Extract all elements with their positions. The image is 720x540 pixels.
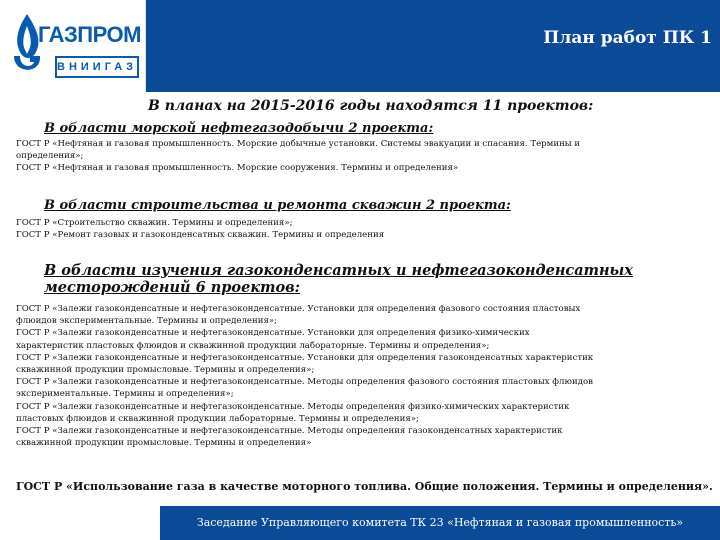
closing-line: ГОСТ Р «Использование газа в качестве моторного топлива. Общие положения. Термины и определения». [16,480,713,493]
section-title: В области строительства и ремонта скважин 2 проекта: [44,198,511,213]
header-bar [0,0,720,92]
list-item: флюидов экспериментальные. Термины и определения»; [16,316,278,327]
slide-title: План работ ПК 1 [543,28,712,48]
list-item: ГОСТ Р «Залежи газоконденсатные и нефтегазоконденсатные. Методы определения физико-химических характеристик [16,401,570,412]
list-item: ГОСТ Р «Залежи газоконденсатные и нефтегазоконденсатные. Методы определения газоконденсатных характеристик [16,426,563,437]
logo [0,0,146,92]
footer-bar: Заседание Управляющего комитета ТК 23 «Нефтяная и газовая промышленность» [160,506,720,540]
list-item: ГОСТ Р «Залежи газоконденсатные и нефтегазоконденсатные. Установки для определения фазового состояния пластовых [16,304,581,314]
section-lines [16,217,716,241]
list-item: пластовых флюидов и скважинной продукции лабораторные. Термины и определения»; [16,413,419,424]
list-item: ГОСТ Р «Нефтяная и газовая промышленность. Морские добычные установки. Системы эвакуации и спасания. Термины и [16,139,581,149]
list-item: ГОСТ Р «Строительство скважин. Термины и определения»; [16,218,293,228]
list-item: ГОСТ Р «Ремонт газовых и газоконденсатных скважин. Термины и определения [16,230,385,241]
list-item: скважинной продукции промысловые. Термины и определения»; [16,365,315,376]
list-item: ГОСТ Р «Залежи газоконденсатные и нефтегазоконденсатные. Установки для определения физико-химических [16,328,530,339]
list-item: ГОСТ Р «Залежи газоконденсатные и нефтегазоконденсатные. Установки для определения газоконденсатных характеристик [16,352,594,363]
section-title-line: В области изучения газоконденсатных и нефтегазоконденсатных [44,262,633,279]
section-title: В области морской нефтегазодобычи 2 проекта: [44,121,434,136]
list-item: скважинной продукции промысловые. Термины и определения» [16,438,312,449]
list-item: ГОСТ Р «Залежи газоконденсатные и нефтегазоконденсатные. Методы определения фазового состояния пластовых флюидов [16,377,593,388]
section-lines [16,138,716,175]
list-item: ГОСТ Р «Нефтяная и газовая промышленность. Морские сооружения. Термины и определения» [16,163,459,174]
intro-text: В планах на 2015-2016 годы находятся 11 проектов: [148,98,594,114]
section-lines [16,303,716,449]
logo-name: ГАЗПРОМ [38,22,141,47]
list-item: экспериментальные. Термины и определения»; [16,389,234,400]
logo-subtitle: ВНИИГАЗ [55,56,139,78]
section-title-line: месторождений 6 проектов: [44,279,301,296]
list-item: характеристик пластовых флюидов и скважинной продукции лабораторные. Термины и определения»; [16,340,490,351]
section-title [44,262,633,296]
list-item: определения»; [16,151,84,162]
